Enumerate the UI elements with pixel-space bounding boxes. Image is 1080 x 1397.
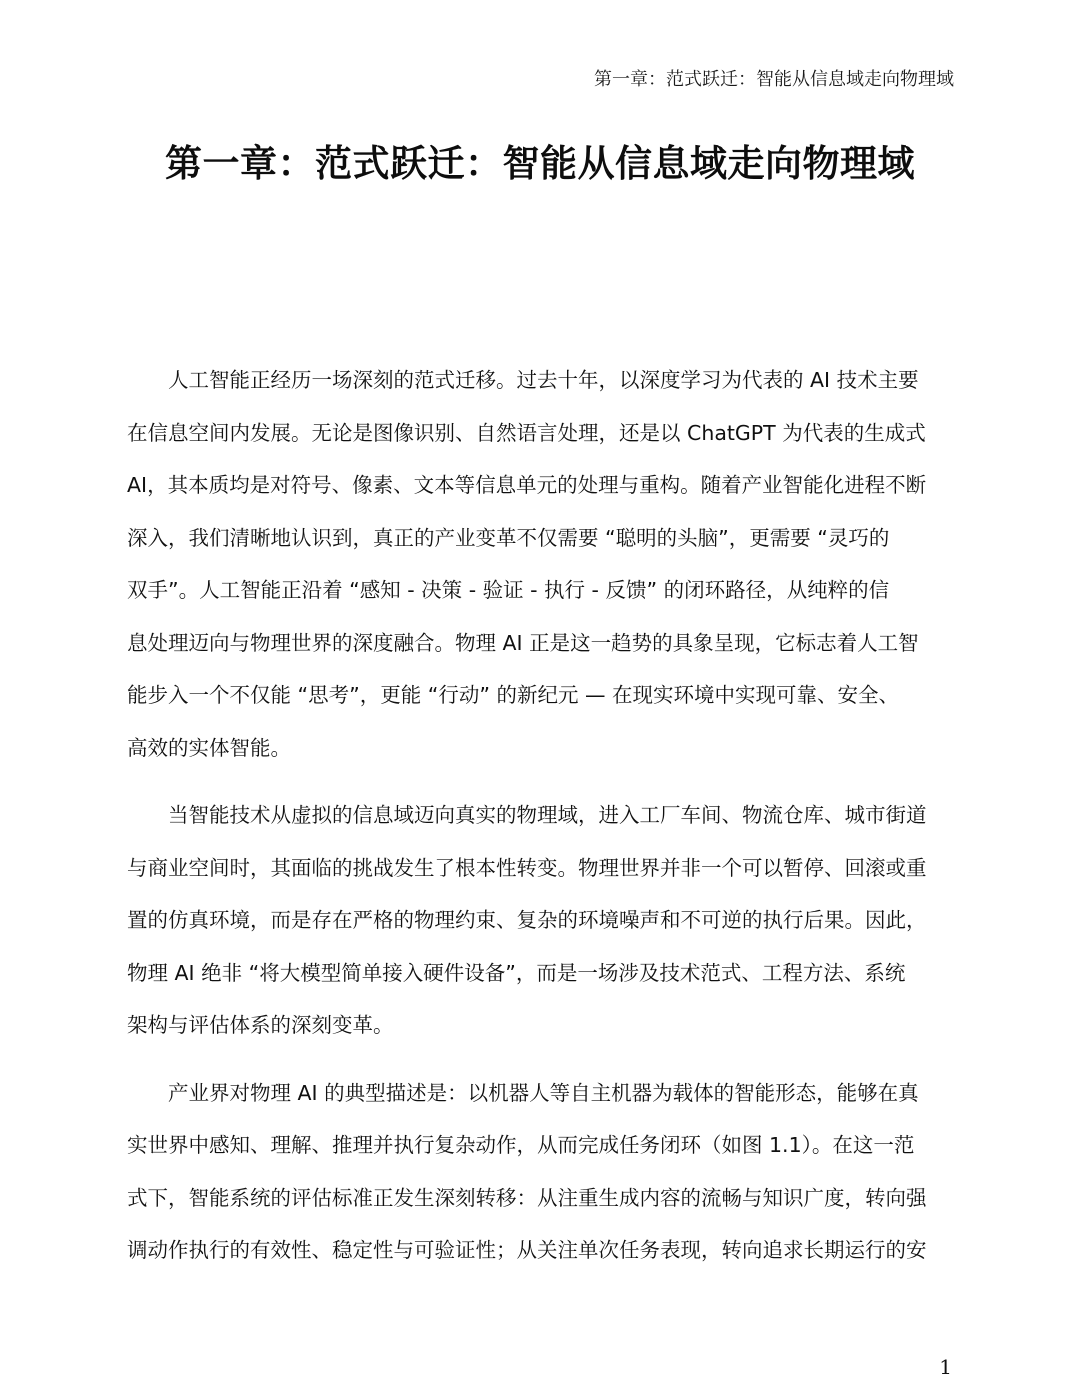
paragraph-line: 架构与评估体系的深刻变革。 (127, 1013, 394, 1037)
paragraph-line: AI，其本质均是对符号、像素、文本等信息单元的处理与重构。随着产业智能化进程不断 (127, 473, 927, 497)
paragraph-3 (127, 1067, 957, 1277)
running-header: 第一章：范式跃迁：智能从信息域走向物理域 (594, 69, 954, 90)
paragraph-line: 与商业空间时，其面临的挑战发生了根本性转变。物理世界并非一个可以暂停、回滚或重 (127, 855, 927, 880)
paragraph-line: 式下，智能系统的评估标准正发生深刻转移：从注重生成内容的流畅与知识广度，转向强 (127, 1185, 927, 1210)
chapter-title: 第一章：范式跃迁：智能从信息域走向物理域 (165, 142, 915, 185)
paragraph-line: 深入，我们清晰地认识到，真正的产业变革不仅需要 “聪明的头脑”，更需要 “灵巧的 (127, 525, 890, 550)
paragraph-line: 双手”。人工智能正沿着 “感知 - 决策 - 验证 - 执行 - 反馈” 的闭环路径，从纯粹的信 (127, 578, 890, 602)
paragraph-line: 高效的实体智能。 (127, 735, 291, 760)
body-text (127, 354, 957, 1292)
page-number: 1 (939, 1355, 952, 1379)
paragraph-1 (127, 354, 957, 774)
paragraph-line: 置的仿真环境，而是存在严格的物理约束、复杂的环境噪声和不可逆的执行后果。因此， (127, 908, 927, 932)
paragraph-line: 在信息空间内发展。无论是图像识别、自然语言处理，还是以 ChatGPT 为代表的生成式 (127, 420, 926, 445)
paragraph-line: 物理 AI 绝非 “将大模型简单接入硬件设备”，而是一场涉及技术范式、工程方法、系统 (127, 960, 906, 985)
paragraph-line: 人工智能正经历一场深刻的范式迁移。过去十年，以深度学习为代表的 AI 技术主要 (168, 368, 919, 392)
paragraph-line: 调动作执行的有效性、稳定性与可验证性；从关注单次任务表现，转向追求长期运行的安 (127, 1238, 927, 1262)
paragraph-2 (127, 789, 957, 1052)
paragraph-line: 产业界对物理 AI 的典型描述是：以机器人等自主机器为载体的智能形态，能够在真 (168, 1080, 919, 1105)
paragraph-line: 实世界中感知、理解、推理并执行复杂动作，从而完成任务闭环（如图 1.1）。在这一范 (127, 1133, 915, 1157)
paragraph-line: 息处理迈向与物理世界的深度融合。物理 AI 正是这一趋势的具象呈现，它标志着人工智 (127, 630, 919, 655)
paragraph-line: 当智能技术从虚拟的信息域迈向真实的物理域，进入工厂车间、物流仓库、城市街道 (168, 803, 927, 827)
paragraph-line: 能步入一个不仅能 “思考”，更能 “行动” 的新纪元 — 在现实环境中实现可靠、安全、 (127, 683, 900, 707)
